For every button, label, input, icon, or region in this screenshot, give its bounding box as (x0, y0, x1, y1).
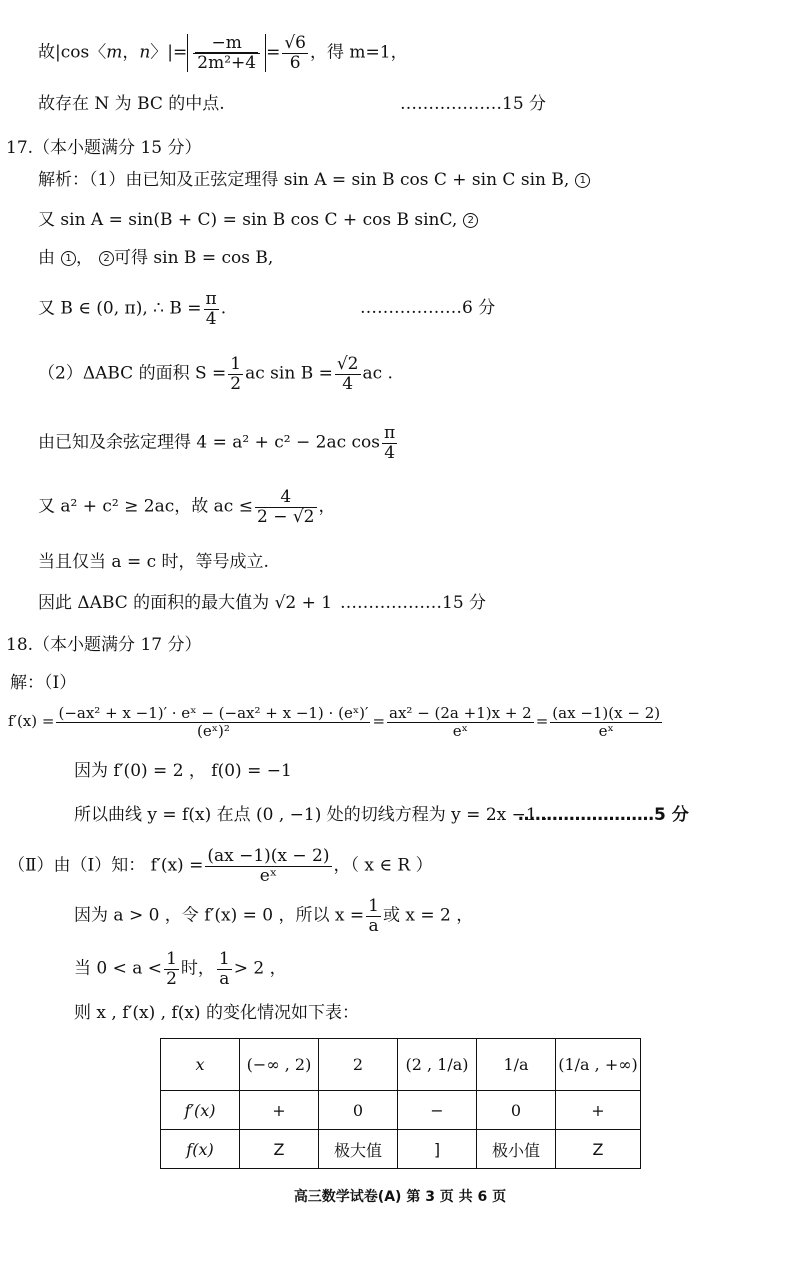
denominator: (eˣ)² (196, 721, 230, 740)
denominator: 6 (289, 52, 301, 73)
fraction (217, 950, 232, 988)
table-cell: 1/a (477, 1039, 556, 1091)
numerator: −m (193, 34, 260, 54)
fraction (228, 355, 243, 393)
line-18-6 (74, 897, 473, 935)
table-cell: ] (398, 1130, 477, 1169)
table-cell: 0 (319, 1091, 398, 1130)
vector-m: m (106, 42, 123, 63)
numerator: 1 (368, 896, 379, 916)
text: 或 x = 2 ， (382, 905, 474, 926)
numerator: 1 (166, 949, 177, 969)
table-cell: (1/a , +∞) (556, 1039, 641, 1091)
table-cell: f(x) (161, 1130, 240, 1169)
line-17-8: 当且仅当 a = c 时，等号成立. (38, 552, 269, 572)
line-17-5 (38, 355, 393, 393)
denominator: 2 − √2 (256, 506, 315, 527)
table-cell: − (398, 1091, 477, 1130)
denominator: 4 (205, 308, 217, 329)
fraction (56, 705, 370, 739)
line-17-7 (38, 488, 336, 526)
line-18-5 (8, 847, 433, 885)
table-cell: Z (240, 1130, 319, 1169)
numerator: (ax −1)(x − 2) (207, 846, 330, 866)
fraction (164, 950, 179, 988)
numerator: 4 (255, 488, 317, 508)
fraction (387, 705, 534, 739)
table-row (161, 1091, 641, 1130)
denominator (193, 54, 260, 73)
text: = (535, 712, 549, 730)
text: 〉|= (150, 42, 188, 63)
table-cell: + (556, 1091, 641, 1130)
denominator: a (368, 915, 379, 936)
score-15: ………………15 分 (400, 94, 547, 114)
table-cell: 0 (477, 1091, 556, 1130)
text: 由已知及余弦定理得 4 = a² + c² − 2ac cos (38, 432, 381, 453)
line-midpoint (38, 96, 225, 113)
fraction (255, 488, 317, 526)
score-15b: ………………15 分 (340, 593, 487, 613)
denominator: eˣ (259, 865, 278, 886)
text: （2）ΔABC 的面积 S = (38, 363, 227, 384)
text: （Ⅱ）由（Ⅰ）知： f′(x) = (8, 855, 204, 876)
numerator: 1 (230, 354, 242, 374)
text: 时， (180, 958, 215, 979)
line-18-1: 解：（Ⅰ） (10, 673, 77, 693)
line-18-4: 所以曲线 y = f(x) 在点 (0 , −1) 处的切线方程为 y = 2x −1 . (74, 805, 548, 825)
line-18-2 (8, 705, 664, 739)
line-17-9: 因此 ΔABC 的面积的最大值为 √2 + 1 (38, 593, 333, 613)
table-cell: (2 , 1/a) (398, 1039, 477, 1091)
numerator: π (205, 289, 217, 309)
text: f′(x) = (8, 712, 55, 730)
circled-two-icon: 2 (99, 251, 114, 266)
numerator: ax² − (2a +1)x + 2 (389, 704, 532, 722)
text: 当 0 < a < (74, 958, 163, 979)
score-6: ………………6 分 (360, 298, 496, 318)
denominator: 2 (230, 373, 242, 394)
fraction (204, 290, 219, 328)
table-cell: 极大值 (319, 1130, 398, 1169)
text: > 2 ， (233, 958, 287, 979)
circled-one-icon: 1 (61, 251, 76, 266)
table-cell: Z (556, 1130, 641, 1169)
numerator: (−ax² + x −1)′ · eˣ − (−ax² + x −1) · (eˣ)′ (58, 704, 369, 722)
text: 故存在 N 为 BC 的中点. (38, 94, 225, 114)
denominator: a (219, 968, 230, 989)
fraction (550, 705, 662, 739)
denominator: 4 (384, 442, 396, 463)
page-footer: 高三数学试卷(A) 第 3 页 共 6 页 (293, 1189, 507, 1205)
fraction (382, 424, 397, 462)
variation-table (160, 1038, 641, 1169)
line-17-4 (38, 290, 226, 328)
denominator: eˣ (598, 721, 614, 740)
line-cos-result (38, 34, 408, 72)
abs-fraction (187, 34, 266, 72)
text: 由 (38, 248, 55, 268)
line-17-6 (38, 424, 399, 462)
fraction (366, 897, 381, 935)
text: 故|cos〈 (38, 42, 107, 63)
numerator: (ax −1)(x − 2) (552, 704, 661, 722)
text: . (220, 298, 227, 319)
text: ， (76, 248, 93, 268)
fraction (193, 34, 260, 72)
table-cell: + (240, 1091, 319, 1130)
denominator: 4 (342, 373, 354, 394)
line-18-8: 则 x , f′(x) , f(x) 的变化情况如下表： (74, 1003, 359, 1023)
text: ， (318, 496, 336, 517)
text: ，（ x ∈ R ） (333, 855, 433, 876)
numerator: π (384, 423, 396, 443)
text: ac sin B = (245, 363, 333, 384)
line-17-1 (38, 172, 590, 189)
text: ，得 m=1， (310, 42, 408, 63)
text: 又 sin A = sin(B + C) = sin B cos C + cos B sinC, (38, 210, 458, 230)
numerator: 1 (218, 949, 230, 969)
text: 又 a² + c² ≥ 2ac，故 ac ≤ (38, 496, 253, 517)
table-cell: x (161, 1039, 240, 1091)
text: = (372, 712, 386, 730)
table-row (161, 1130, 641, 1169)
question-18-title: 18.（本小题满分 17 分） (6, 635, 202, 655)
fraction (335, 355, 361, 393)
text: 解析：（1）由已知及正弦定理得 sin A = sin B cos C + sin C sin B, (38, 170, 570, 190)
line-17-3 (38, 250, 273, 267)
text: 因为 a > 0 ，令 f′(x) = 0 ，所以 x = (74, 905, 365, 926)
denominator: eˣ (452, 721, 468, 740)
table-cell: f′(x) (161, 1091, 240, 1130)
text: = (266, 42, 281, 63)
numerator: √6 (284, 33, 306, 53)
vector-n: n (139, 42, 151, 63)
line-18-7 (74, 950, 287, 988)
text: 可得 sin B = cos B, (114, 248, 274, 268)
table-cell: 极小值 (477, 1130, 556, 1169)
text: ac . (362, 363, 393, 384)
table-row (161, 1039, 641, 1091)
table-cell: 2 (319, 1039, 398, 1091)
circled-one-icon: 1 (575, 173, 590, 188)
score-5: ……………………5 分 (518, 805, 689, 825)
denominator: 2 (166, 968, 177, 989)
line-17-2 (38, 212, 478, 229)
numerator: √2 (336, 354, 359, 374)
text: 又 B ∈ (0, π), ∴ B = (38, 298, 202, 319)
line-18-3: 因为 f′(0) = 2 ， f(0) = −1 (74, 761, 292, 781)
fraction (205, 847, 331, 885)
text: ， (122, 42, 140, 63)
question-17-title: 17.（本小题满分 15 分） (6, 138, 202, 158)
sqrt-expr: 2m²+4 (197, 52, 257, 73)
fraction (282, 34, 308, 72)
circled-two-icon: 2 (463, 213, 478, 228)
table-cell: (−∞ , 2) (240, 1039, 319, 1091)
